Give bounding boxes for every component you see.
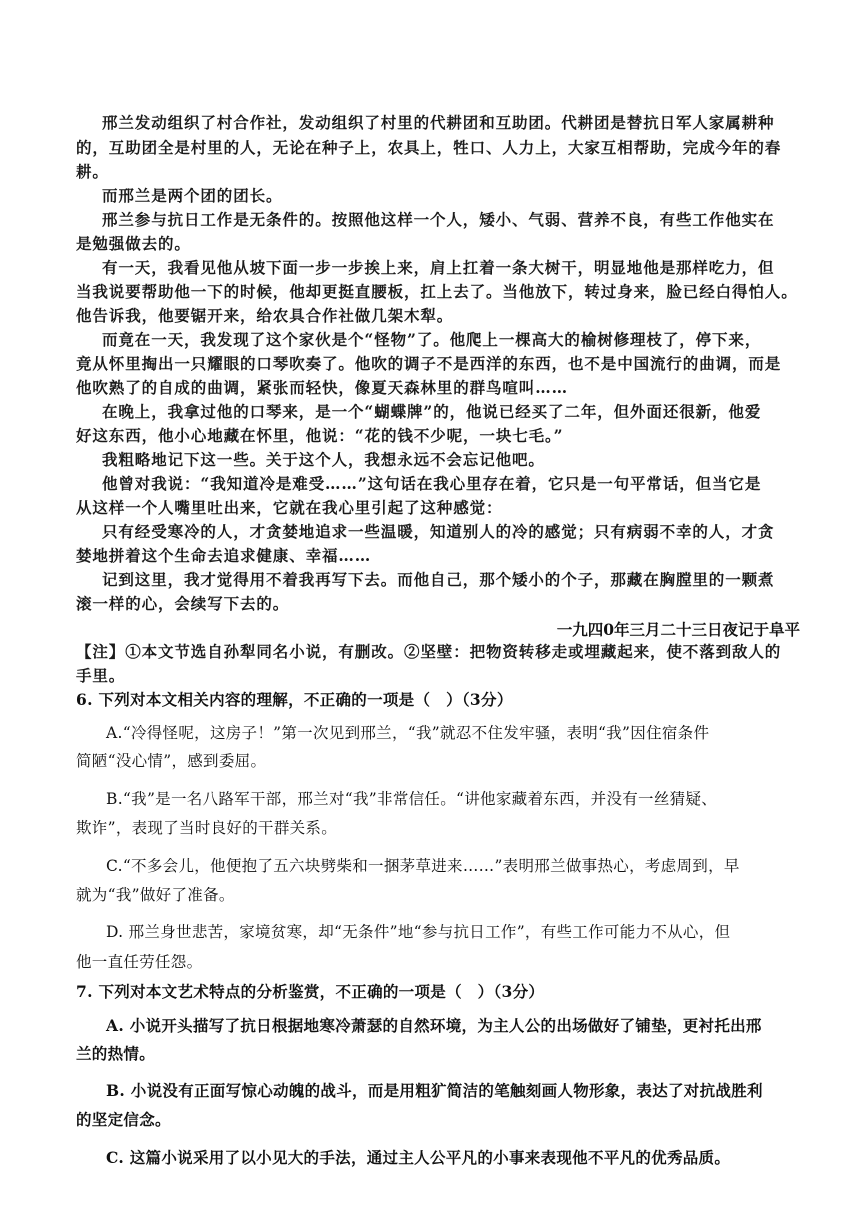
question-6-option-d-line1: D. 邢兰身世悲苦，家境贫寒，却“无条件”地“参与抗日工作”，有些工作可能力不从心，但 bbox=[106, 923, 731, 941]
question-6-stem: 6. 下列对本文相关内容的理解，不正确的一项是（ ）（3分） bbox=[76, 690, 513, 709]
question-6-option-b-line2: 欺诈”，表现了当时良好的干群关系。 bbox=[76, 819, 338, 837]
question-6-option-c-line2: 就为“我”做好了准备。 bbox=[76, 886, 235, 904]
passage-p2: 而邢兰是两个团的团长。 bbox=[102, 186, 283, 205]
passage-p1-line1: 邢兰发动组织了村合作社，发动组织了村里的代耕团和互助团。代耕团是替抗日军人家属耕种 bbox=[102, 113, 775, 132]
question-7-option-a-line2: 兰的热情。 bbox=[76, 1044, 156, 1063]
passage-p4-line3: 他告诉我，他要锯开来，给农具合作社做几架木犁。 bbox=[76, 306, 454, 325]
question-6-option-a-line2: 简陋“没心情”，感到委屈。 bbox=[76, 752, 267, 770]
question-7-option-a-line1: A. 小说开头描写了抗日根据地寒冷萧瑟的自然环境，为主人公的出场做好了铺垫，更衬托出邢 bbox=[106, 1016, 762, 1035]
passage-p7: 我粗略地记下这一些。关于这个人，我想永远不会忘记他吧。 bbox=[102, 450, 545, 469]
passage-p5-line3: 他吹熟了的自成的曲调，紧张而轻快，像夏天森林里的群鸟喧叫…… bbox=[76, 378, 569, 397]
passage-p8-line2: 从这样一个人嘴里吐出来，它就在我心里引起了这种感觉： bbox=[76, 498, 503, 517]
passage-p6-line2: 好这东西，他小心地藏在怀里，他说：“花的钱不少呢，一块七毛。” bbox=[76, 426, 564, 445]
passage-p9-line2: 婪地拼着这个生命去追求健康、幸福…… bbox=[76, 546, 372, 565]
passage-p1-line3: 耕。 bbox=[76, 162, 109, 181]
passage-p5-line1: 而竟在一天，我发现了这个家伙是个“怪物”了。他爬上一棵高大的榆树修理枝了，停下来， bbox=[102, 330, 762, 349]
passage-p9-line1: 只有经受寒冷的人，才贪婪地追求一些温暖，知道别人的冷的感觉；只有病弱不幸的人，才贪 bbox=[102, 522, 775, 541]
passage-date: 一九四0年三月二十三日夜记于阜平 bbox=[556, 620, 800, 639]
question-6-option-a-line1: A.“冷得怪呢，这房子！”第一次见到邢兰，“我”就忍不住发牢骚，表明“我”因住宿条件 bbox=[106, 724, 710, 742]
question-7-option-b-line2: 的坚定信念。 bbox=[76, 1110, 171, 1129]
passage-p3-line2: 是勉强做去的。 bbox=[76, 234, 191, 253]
passage-p4-line2: 当我说要帮助他一下的时候，他却更挺直腰板，扛上去了。当他放下，转过身来，脸已经白得怕人。 bbox=[76, 282, 798, 301]
question-7-option-b-line1: B. 小说没有正面写惊心动魄的战斗，而是用粗犷简洁的笔触刻画人物形象，表达了对抗战胜利 bbox=[106, 1081, 763, 1100]
question-7-stem: 7. 下列对本文艺术特点的分析鉴赏，不正确的一项是（ ）（3分） bbox=[76, 982, 545, 1001]
passage-p10-line2: 滚一样的心，会续写下去的。 bbox=[76, 594, 290, 613]
passage-p1-line2: 的，互助团全是村里的人，无论在种子上，农具上，牲口、人力上，大家互相帮助，完成今年的春 bbox=[76, 138, 782, 157]
question-7-option-c-line1: C. 这篇小说采用了以小见大的手法，通过主人公平凡的小事来表现他不平凡的优秀品质。 bbox=[106, 1148, 731, 1167]
passage-p5-line2: 竟从怀里掏出一只耀眼的口琴吹奏了。他吹的调子不是西洋的东西，也不是中国流行的曲调，而是 bbox=[76, 354, 782, 373]
passage-p8-line1: 他曾对我说：“我知道冷是难受……”这句话在我心里存在着，它只是一句平常话，但当它是 bbox=[102, 474, 762, 493]
question-6-option-d-line2: 他一直任劳任怨。 bbox=[76, 953, 203, 971]
question-6-option-c-line1: C.“不多会儿，他便抱了五六块劈柴和一捆茅草进来……”表明邢兰做事热心，考虑周到，早 bbox=[106, 857, 740, 875]
passage-p3-line1: 邢兰参与抗日工作是无条件的。按照他这样一个人，矮小、气弱、营养不良，有些工作他实在 bbox=[102, 210, 775, 229]
passage-p10-line1: 记到这里，我才觉得用不着我再写下去。而他自己，那个矮小的个子，那藏在胸膛里的一颗煮 bbox=[102, 570, 775, 589]
note-line1: 【注】①本文节选自孙犁同名小说，有删改。②坚壁：把物资转移走或埋藏起来，使不落到敌人的 bbox=[76, 642, 782, 661]
passage-p6-line1: 在晚上，我拿过他的口琴来，是一个“蝴蝶牌”的，他说已经买了二年，但外面还很新，他爱 bbox=[102, 402, 762, 421]
note-line2: 手里。 bbox=[76, 666, 126, 685]
passage-p4-line1: 有一天，我看见他从坡下面一步一步挨上来，肩上扛着一条大树干，明显地他是那样吃力，但 bbox=[102, 258, 775, 277]
question-6-option-b-line1: B.“我”是一名八路军干部，邢兰对“我”非常信任。“讲他家藏着东西，并没有一丝猜疑、 bbox=[106, 790, 718, 808]
